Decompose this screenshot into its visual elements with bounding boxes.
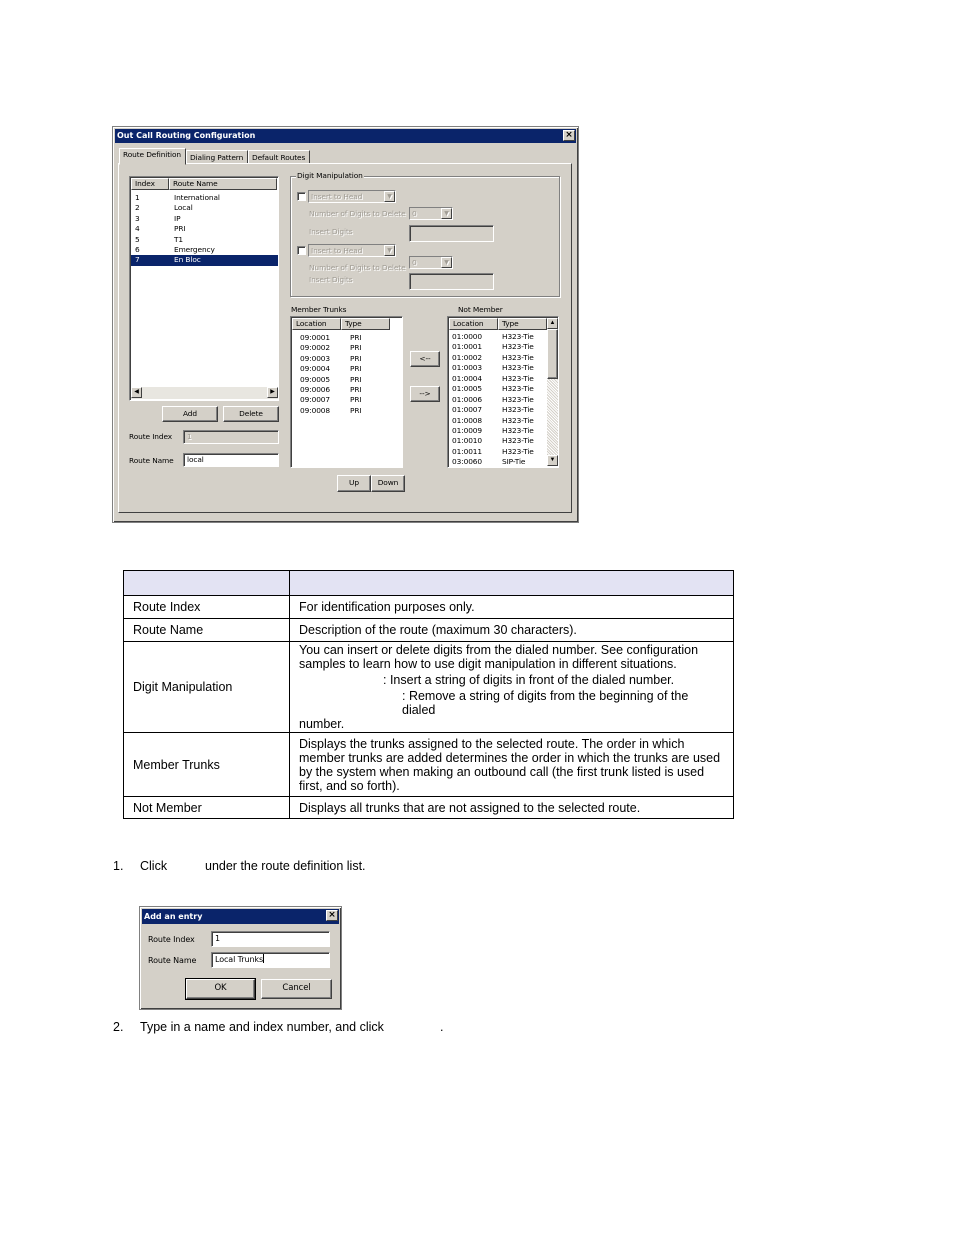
cancel-button[interactable]: Cancel <box>261 979 332 999</box>
table-row[interactable] <box>449 374 548 384</box>
member-type: PRI <box>350 374 362 384</box>
not-member-location: 01:0007 <box>452 405 483 415</box>
up-button[interactable]: Up <box>337 475 371 492</box>
table-row[interactable] <box>449 363 548 373</box>
table-row <box>124 642 734 733</box>
member-location: 09:0006 <box>300 384 331 394</box>
not-member-type: H323-Tie <box>502 332 534 341</box>
add-route-index-input[interactable]: 1 <box>211 931 330 947</box>
list-item[interactable] <box>131 245 278 255</box>
not-member-type: H323-Tie <box>502 352 534 362</box>
not-member-type: H323-Tie <box>502 394 534 404</box>
description-cell: Description of the route (maximum 30 characters). <box>290 619 734 642</box>
route-list-rows <box>131 193 278 266</box>
route-index-label: Route Index <box>129 432 173 441</box>
step-text-pre: Type in a name and index number, and click <box>140 1020 384 1034</box>
scroll-up-icon[interactable]: ▲ <box>547 318 558 329</box>
combo-value: 0 <box>412 209 417 218</box>
insert-digits-label-2: Insert Digits <box>309 275 353 284</box>
insert-digits-label-1: Insert Digits <box>309 227 353 236</box>
member-type: PRI <box>350 353 362 363</box>
digits-to-delete-combo-1[interactable] <box>409 207 453 220</box>
table-row[interactable] <box>292 343 392 353</box>
tab-route-definition[interactable] <box>119 148 186 165</box>
scroll-left-icon[interactable]: ◀ <box>131 387 142 398</box>
combo-value: 0 <box>412 258 417 267</box>
field-cell: Not Member <box>124 797 290 819</box>
combo-value: Insert to Head <box>311 192 363 201</box>
list-item[interactable] <box>131 193 278 203</box>
route-index: 3 <box>135 213 140 223</box>
not-member-label: Not Member <box>458 305 503 314</box>
not-member-type: SIP-Tie <box>502 457 526 467</box>
table-row[interactable] <box>449 426 548 436</box>
member-location: 09:0008 <box>300 405 331 415</box>
table-header-field <box>124 571 290 596</box>
member-location: 09:0004 <box>300 364 331 374</box>
route-index-input[interactable]: 1 <box>183 430 279 444</box>
table-row[interactable] <box>292 364 392 374</box>
field-cell: Route Index <box>124 596 290 619</box>
field-cell: Digit Manipulation <box>124 642 290 733</box>
not-member-location: 01:0009 <box>452 425 483 435</box>
digits-to-delete-combo-2[interactable] <box>409 256 453 269</box>
insert-digits-input-1[interactable] <box>409 225 494 242</box>
route-index: 7 <box>135 255 140 265</box>
add-entry-title-bar[interactable] <box>142 909 339 924</box>
member-location: 09:0003 <box>300 353 331 363</box>
table-row[interactable] <box>292 333 392 343</box>
table-row <box>124 733 734 797</box>
not-member-type: H323-Tie <box>502 405 534 415</box>
route-name: IP <box>174 213 181 223</box>
table-row[interactable] <box>449 416 548 426</box>
member-header-type[interactable]: Type <box>341 318 390 330</box>
not-member-location: 01:0004 <box>452 373 483 383</box>
tab-dialing-pattern[interactable] <box>186 150 248 164</box>
chevron-down-icon[interactable]: ▼ <box>384 191 395 202</box>
route-name: En Bloc <box>174 255 201 265</box>
scroll-down-icon[interactable]: ▼ <box>547 455 558 466</box>
add-entry-title: Add an entry <box>144 912 203 921</box>
member-type: PRI <box>350 343 362 353</box>
dialog-title: Out Call Routing Configuration <box>117 131 256 140</box>
not-member-rows <box>449 332 548 468</box>
table-row <box>124 619 734 642</box>
route-list-header-name[interactable]: Route Name <box>169 178 277 190</box>
tab-label: Route Definition <box>123 150 181 159</box>
table-header-description <box>290 571 734 596</box>
down-button[interactable]: Down <box>371 475 405 492</box>
not-member-location: 01:0003 <box>452 363 483 373</box>
list-item[interactable] <box>131 214 278 224</box>
not-member-vscroll[interactable] <box>547 318 558 466</box>
route-list-hscroll[interactable] <box>131 387 278 399</box>
not-member-location: 01:0000 <box>452 332 483 341</box>
list-item[interactable] <box>131 255 278 265</box>
table-row[interactable] <box>292 375 392 385</box>
move-to-member-button[interactable]: <-- <box>410 351 440 367</box>
step-number: 1. <box>113 859 124 873</box>
table-row[interactable] <box>292 385 392 395</box>
step-text-pre: Click <box>140 859 168 873</box>
tab-label: Default Routes <box>252 153 306 162</box>
route-name-label: Route Name <box>129 456 174 465</box>
route-list-header-index[interactable]: Index <box>131 178 169 190</box>
not-member-location: 01:0010 <box>452 436 483 446</box>
member-trunks-label: Member Trunks <box>291 305 347 314</box>
add-route-name-label: Route Name <box>148 956 197 965</box>
route-name-input[interactable]: local <box>183 453 279 467</box>
add-route-name-value: Local Trunks <box>215 955 264 964</box>
not-member-location: 01:0008 <box>452 415 483 425</box>
not-member-type: H323-Tie <box>502 373 534 383</box>
table-row[interactable] <box>449 405 548 415</box>
member-location: 09:0002 <box>300 343 331 353</box>
member-type: PRI <box>350 364 362 374</box>
add-route-name-input[interactable] <box>211 952 330 968</box>
description-cell: For identification purposes only. <box>290 596 734 619</box>
table-row <box>124 596 734 619</box>
not-member-location: 01:0005 <box>452 384 483 394</box>
table-row[interactable] <box>449 342 548 352</box>
field-cell: Member Trunks <box>124 733 290 797</box>
step-text-post: . <box>440 1020 444 1034</box>
delete-note: : Remove a string of digits from the beginning of the dialed <box>402 689 689 717</box>
route-name: Local <box>174 203 193 213</box>
member-header-location[interactable]: Location <box>292 318 341 330</box>
not-member-header-location[interactable]: Location <box>449 318 498 330</box>
table-row[interactable] <box>449 447 548 457</box>
tab-default-routes[interactable] <box>248 150 310 164</box>
not-member-location: 03:0060 <box>452 457 483 467</box>
scroll-right-icon[interactable]: ▶ <box>267 387 278 398</box>
route-name: Emergency <box>174 244 215 254</box>
ok-button[interactable]: OK <box>186 979 255 999</box>
member-trunks-list[interactable] <box>290 316 403 468</box>
list-item[interactable] <box>131 224 278 234</box>
table-row[interactable] <box>292 395 392 405</box>
manipulation-combo-2[interactable] <box>308 244 396 257</box>
member-type: PRI <box>350 333 362 342</box>
digits-to-delete-label-2: Number of Digits to Delete <box>309 263 406 272</box>
member-type: PRI <box>350 395 362 405</box>
not-member-type: H323-Tie <box>502 384 534 394</box>
table-row[interactable] <box>449 436 548 446</box>
table-row <box>124 797 734 819</box>
route-index: 5 <box>135 234 140 244</box>
close-icon[interactable]: × <box>563 130 575 141</box>
chevron-down-icon[interactable]: ▼ <box>441 257 452 268</box>
table-row[interactable] <box>292 354 392 364</box>
member-trunks-rows <box>292 333 392 416</box>
list-item[interactable] <box>131 235 278 245</box>
description-cell <box>290 642 734 733</box>
not-member-list[interactable] <box>447 316 559 468</box>
combo-value: Insert to Head <box>311 246 363 255</box>
description-text: You can insert or delete digits from the dialed number. See configuration samples to learn how to use digit manipulation in different situations. <box>299 643 699 671</box>
not-member-header-type[interactable]: Type <box>498 318 547 330</box>
step-2 <box>113 1020 444 1034</box>
route-index: 1 <box>135 193 140 202</box>
manipulation-combo-1[interactable] <box>308 190 396 203</box>
insert-head-checkbox-1[interactable] <box>297 192 306 201</box>
table-row[interactable] <box>449 353 548 363</box>
route-index: 4 <box>135 224 140 234</box>
route-index: 2 <box>135 203 140 213</box>
not-member-location: 01:0011 <box>452 446 483 456</box>
add-button[interactable]: Add <box>162 406 218 422</box>
not-member-location: 01:0006 <box>452 394 483 404</box>
member-type: PRI <box>350 405 362 415</box>
tab-label: Dialing Pattern <box>190 153 244 162</box>
delete-button[interactable]: Delete <box>223 406 279 422</box>
digits-to-delete-label-1: Number of Digits to Delete <box>309 209 406 218</box>
scroll-thumb[interactable] <box>547 329 558 379</box>
route-list[interactable] <box>129 176 279 401</box>
table-row[interactable] <box>449 332 548 342</box>
not-member-type: H323-Tie <box>502 342 534 352</box>
route-name: PRI <box>174 224 186 234</box>
table-row[interactable] <box>292 406 392 416</box>
table-row[interactable] <box>449 384 548 394</box>
route-index: 6 <box>135 244 140 254</box>
add-route-index-label: Route Index <box>148 935 195 944</box>
properties-table <box>123 570 734 819</box>
route-name: T1 <box>174 234 184 244</box>
close-icon[interactable]: × <box>326 910 338 921</box>
not-member-type: H323-Tie <box>502 415 534 425</box>
table-row[interactable] <box>449 457 548 467</box>
text-cursor <box>263 954 264 963</box>
member-location: 09:0001 <box>300 333 331 342</box>
step-text-post: under the route definition list. <box>205 859 366 873</box>
list-item[interactable] <box>131 203 278 213</box>
table-row[interactable] <box>449 395 548 405</box>
not-member-location: 01:0002 <box>452 352 483 362</box>
not-member-type: H323-Tie <box>502 446 534 456</box>
chevron-down-icon[interactable]: ▼ <box>441 208 452 219</box>
chevron-down-icon[interactable]: ▼ <box>384 245 395 256</box>
route-name: International <box>174 193 220 202</box>
not-member-type: H323-Tie <box>502 425 534 435</box>
not-member-location: 01:0001 <box>452 342 483 352</box>
description-cell: Displays all trunks that are not assigned to the selected route. <box>290 797 734 819</box>
description-cell: Displays the trunks assigned to the selected route. The order in which member trunks are added determines the order in which the trunks are used by the system when making an outbound call (the first trunk listed is used first, and so forth). <box>290 733 734 797</box>
step-1 <box>113 859 366 873</box>
insert-digits-input-2[interactable] <box>409 273 494 290</box>
table-header-row <box>124 571 734 596</box>
step-number: 2. <box>113 1020 124 1034</box>
field-cell: Route Name <box>124 619 290 642</box>
move-to-not-member-button[interactable]: --> <box>410 386 440 402</box>
member-location: 09:0005 <box>300 374 331 384</box>
not-member-type: H323-Tie <box>502 436 534 446</box>
insert-note: : Insert a string of digits in front of the dialed number. <box>383 673 675 687</box>
digit-manipulation-label: Digit Manipulation <box>297 171 363 180</box>
insert-head-checkbox-2[interactable] <box>297 246 306 255</box>
member-location: 09:0007 <box>300 395 331 405</box>
not-member-type: H323-Tie <box>502 363 534 373</box>
member-type: PRI <box>350 384 362 394</box>
delete-note-cont: number. <box>299 717 345 731</box>
dialog-title-bar[interactable] <box>115 129 576 143</box>
